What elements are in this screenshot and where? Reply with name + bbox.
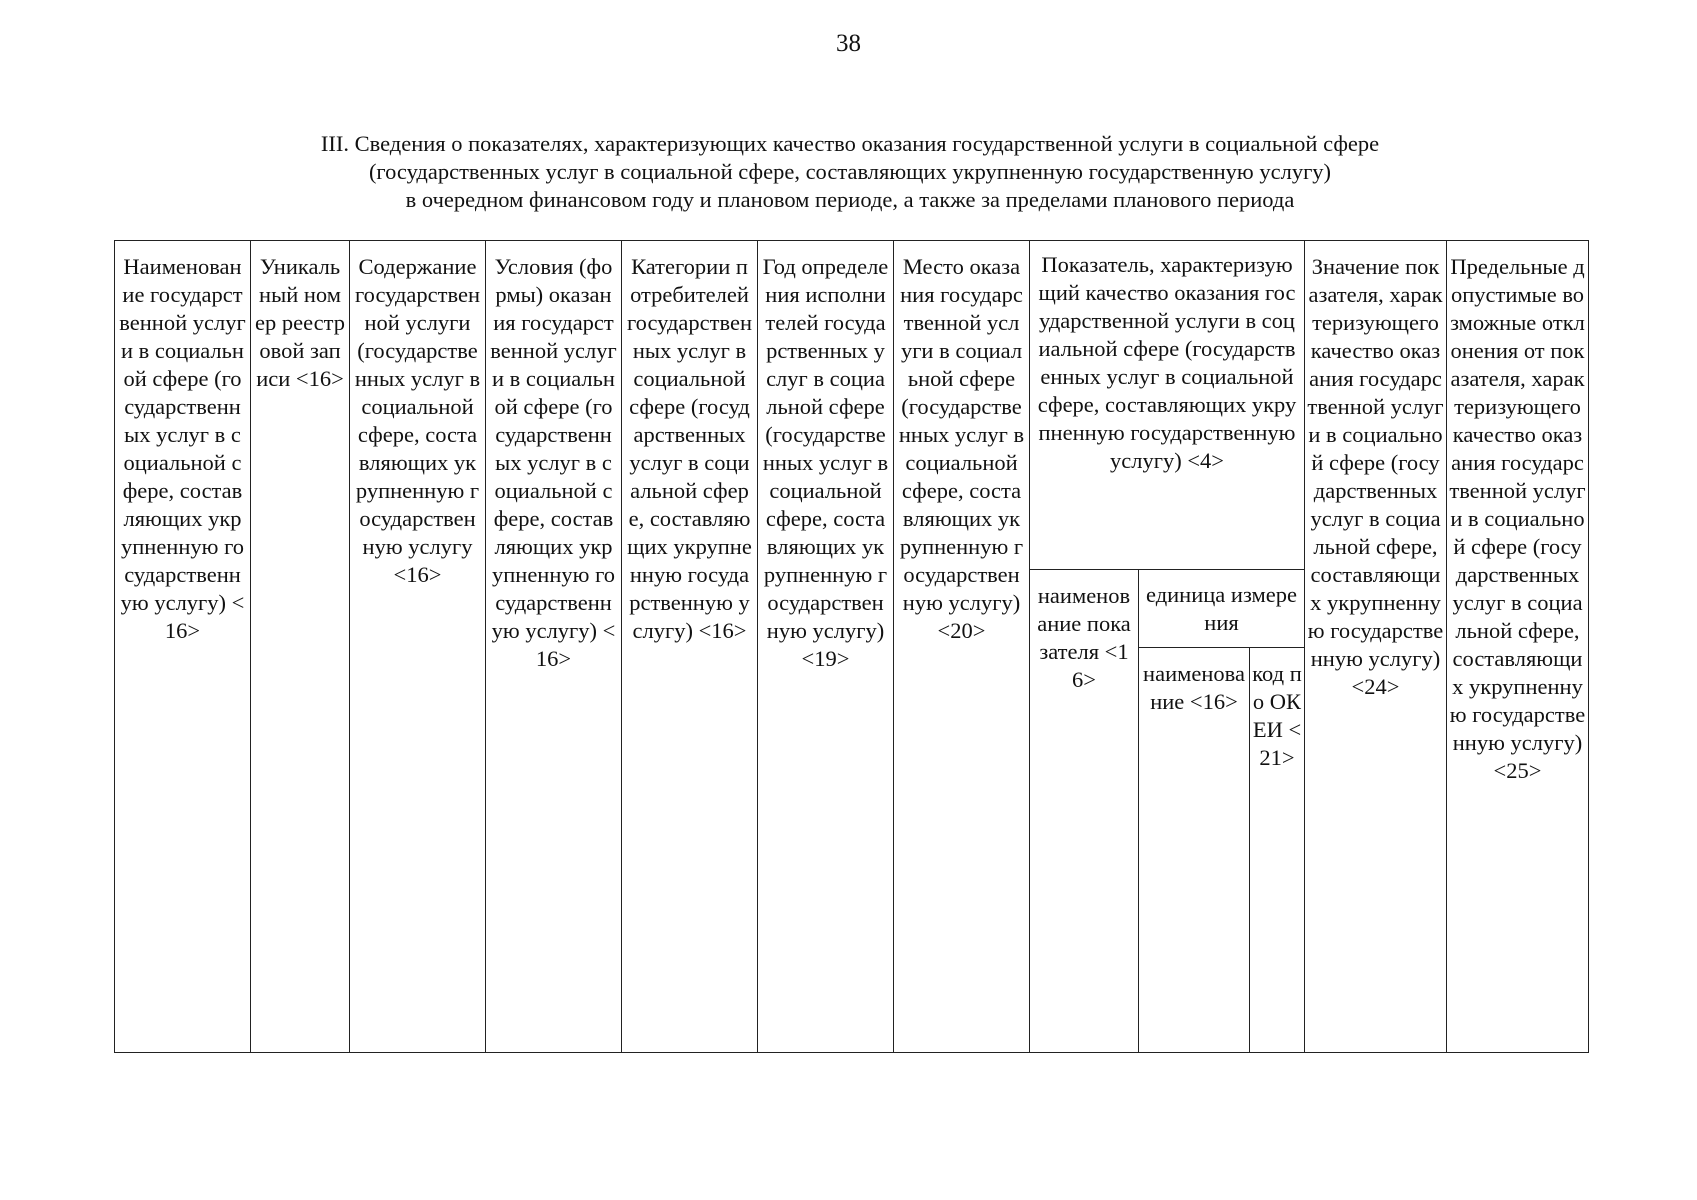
quality-indicators-table: [114, 240, 1589, 1053]
header-unit-okei-code: код по ОКЕИ <21>: [1250, 648, 1305, 1053]
page-number: 38: [836, 30, 861, 57]
header-service-conditions: Условия (формы) оказания государственной услуги в социальной сфере (государственных услуг в социальной сфере, составляющих укрупненную государственную услугу) <16>: [486, 241, 622, 1053]
header-indicator-value: Значение показателя, характеризующего качество оказания государственной услуги в социальной сфере (государственных услуг в социальной сфере, составляющих укрупненную государственную услугу) <24>: [1305, 241, 1447, 1053]
header-unit-name: наименование <16>: [1139, 648, 1250, 1053]
header-service-name: Наименование государственной услуги в социальной сфере (государственных услуг в социальной сфере, составляющих укрупненную государственную услугу) <16>: [115, 241, 251, 1053]
header-allowed-deviations: Предельные допустимые возможные отклонения от показателя, характеризующего качество оказания государственной услуги в социальной сфере (государственных услуг в социальной сфере, составляющих укрупненную государственную услугу) <25>: [1447, 241, 1589, 1053]
header-quality-indicator: Показатель, характеризующий качество оказания государственной услуги в социальной сфере (государственных услуг в социальной сфере, составляющих укрупненную государственную услугу) <4>: [1030, 241, 1305, 570]
section-title-line-1: III. Сведения о показателях, характеризующих качество оказания государственной услуги в социальной сфере: [320, 131, 1380, 156]
header-service-place: Место оказания государственной услуги в социальной сфере (государственных услуг в социальной сфере, составляющих укрупненную государственную услугу) <20>: [894, 241, 1030, 1053]
header-executor-year: Год определения исполнителей государственных услуг в социальной сфере (государственных услуг в социальной сфере, составляющих укрупненную государственную услугу) <19>: [758, 241, 894, 1053]
section-title-line-3: в очередном финансовом году и плановом периоде, а также за пределами планового периода: [405, 187, 1295, 212]
section-title-line-2: (государственных услуг в социальной сфере, составляющих укрупненную государственную услугу): [368, 159, 1332, 184]
header-service-content: Содержание государственной услуги (государственных услуг в социальной сфере, составляющих укрупненную государственную услугу <16>: [350, 241, 486, 1053]
header-indicator-name: наименование показателя <16>: [1030, 570, 1139, 1053]
header-measurement-unit: единица измерения: [1139, 570, 1305, 648]
header-registry-number: Уникальный номер реестровой записи <16>: [251, 241, 350, 1053]
header-consumer-categories: Категории потребителей государственных услуг в социальной сфере (государственных услуг в социальной сфере, составляющих укрупненную государственную услугу) <16>: [622, 241, 758, 1053]
section-title: [120, 130, 1580, 214]
